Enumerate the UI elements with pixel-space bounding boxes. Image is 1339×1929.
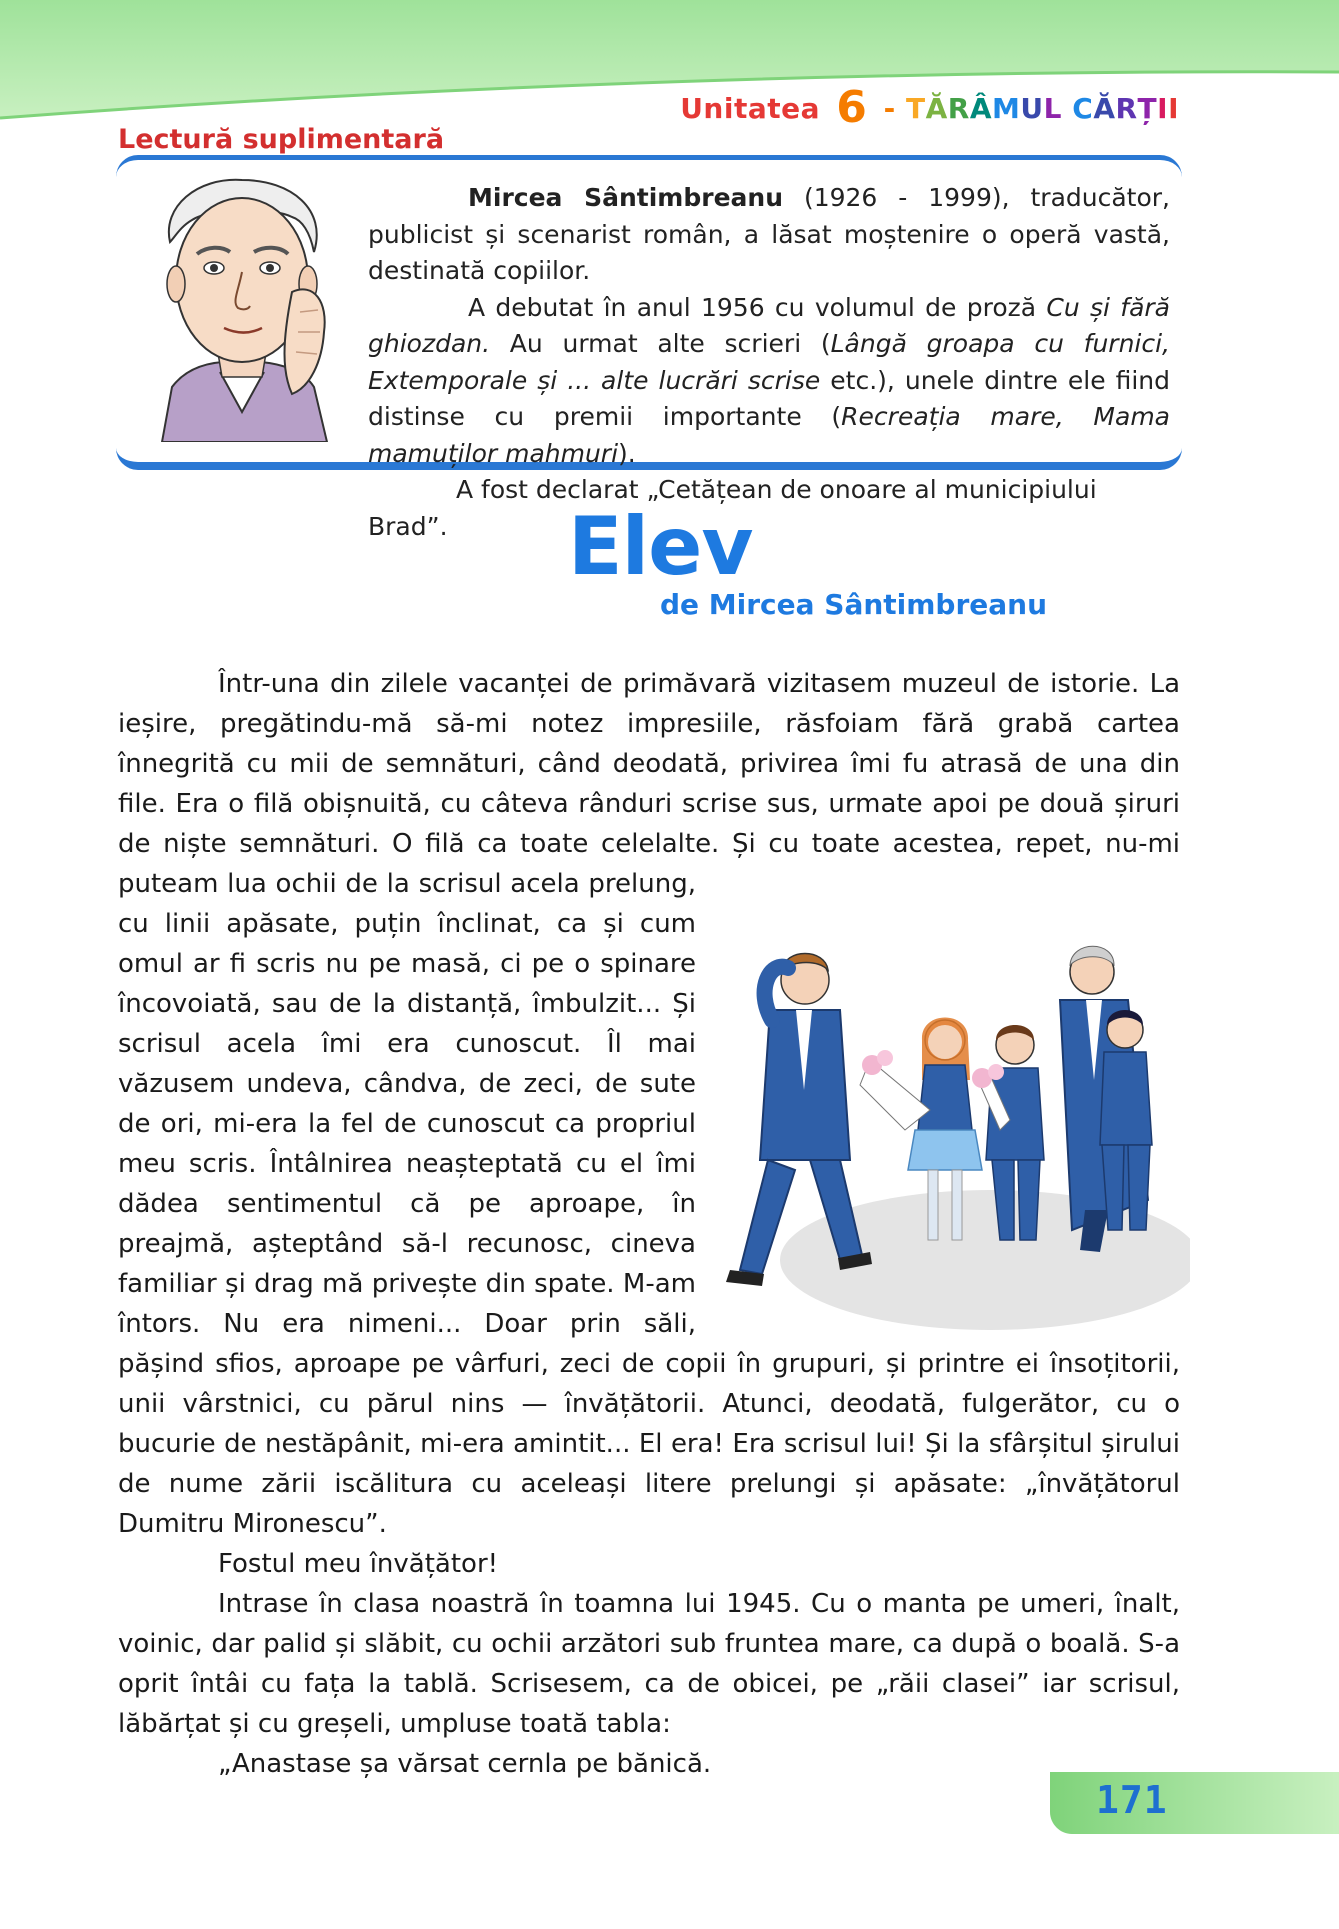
unit-title-letter: Â: [969, 92, 993, 125]
unit-title-letter: I: [1168, 92, 1179, 125]
section-label: Lectură suplimentară: [118, 124, 445, 155]
author-portrait: [142, 172, 342, 442]
story-paragraph-4: „Anastase șa vărsat cernla pe bănică.: [218, 1749, 712, 1779]
award-titles: Recreația mare, Mama mamuților mahmuri: [368, 402, 1170, 468]
story-title: Elev: [568, 500, 753, 593]
unit-dash: -: [883, 92, 896, 125]
bio-paragraph-1: Mircea Sântimbreanu (1926 - 1999), traducător, publicist și scenarist român, a lăsat moștenire o operă vastă, destinată copiilor.: [368, 183, 1171, 285]
story-paragraph-2: Fostul meu învățător!: [218, 1549, 499, 1579]
unit-title-letter: R: [1115, 92, 1138, 125]
unit-title-letter: U: [1020, 92, 1044, 125]
story-paragraph-3: Intrase în clasa noastră în toamna lui 1945. Cu o manta pe umeri, înalt, voinic, dar palid și slăbit, cu ochii arzători sub fruntea mare, ca după o boală. S-a oprit întâi cu fața la tablă. Scrisesem, ca de obicei, pe „răii clasei” iar scrisul, lăbărțat și cu greșeli, umpluse toată tabla:: [118, 1589, 1180, 1739]
unit-title-letter: C: [1072, 92, 1094, 125]
page-number-tab: [1050, 1772, 1339, 1834]
unit-title-letter: L: [1043, 92, 1062, 125]
author-bio-text: [368, 180, 1170, 545]
bio-paragraph-3: A fost declarat „Cetățean de onoare al municipiului Brad”.: [368, 475, 1097, 541]
unit-title-letter: I: [1157, 92, 1169, 125]
page-number: 171: [1096, 1778, 1168, 1822]
unit-title-letter: Ă: [925, 92, 948, 125]
author-name: Mircea Sântimbreanu: [468, 183, 784, 212]
story-paragraph-1-text: Într-una din zilele vacanței de primăvară vizitasem muzeul de istorie. La ieșire, pregătindu-mă să-mi notez impresiile, răsfoiam fără grabă cartea înnegrită cu mii de semnături, când deodată, privirea îmi fu atrasă de una din file. Era o filă obișnuită, cu câteva rânduri scrise sus, urmate apoi pe două șiruri de niște semnături. O filă ca toate celelalte. Și cu toate acestea, repet, nu-mi puteam lua ochii de la scrisul acela prelung, cu linii apăsate, puțin înclinat, ca și cum omul ar fi scris nu pe masă, ci pe o spinare încovoiată, sau de la distanță, îmbulzit... Și scrisul acela îmi era cunoscut. Îl mai văzusem undeva, cândva, de zeci, de sute de ori, mi-era la fel de cunoscut ca propriul meu scris. Întâlnirea neașteptată cu el îmi dădea sentimentul că pe aproape, în preajmă, așteptând să-l recunosc, cineva familiar și drag mă privește din spate. M-am întors. Nu era nimeni... Doar prin săli, pășind sfios, aproape pe vârfuri, zeci de copii în grupuri, și printre ei însoțitorii, unii vârstnici, cu părul nins — învățătorii. Atunci, deodată, fulgerător, cu o bucurie de nestăpânit, mi-era amintit... El era! Era scrisul lui! Și la sfârșitul șirului de nume zării iscălitura cu aceleași litere prelungi și apăsate: „învățătorul Dumitru Mironescu”.: [118, 669, 1180, 1539]
book-title: Cu și fără ghiozdan.: [368, 292, 1170, 358]
bio-paragraph-2: A debutat în anul 1956 cu volumul de proză Cu și fără ghiozdan. Au urmat alte scrieri (Lângă groapa cu furnici, Extemporale și ... alte lucrări scrise etc.), unele dintre ele fiind distinse cu premii importante (Recreația mare, Mama mamuților mahmuri).: [368, 292, 1170, 468]
unit-title-letter: Ă: [1093, 92, 1116, 125]
unit-word: Unitatea: [680, 92, 821, 125]
unit-title-letter: R: [947, 92, 970, 125]
unit-title-letter: T: [906, 92, 926, 125]
book-titles: Lângă groapa cu furnici, Extemporale și ... alte lucrări scrise: [368, 329, 1170, 395]
unit-header: [680, 82, 1179, 133]
story-author: de Mircea Sântimbreanu: [660, 588, 1048, 621]
unit-title-letter: Ț: [1137, 92, 1158, 125]
story-illustration: [700, 930, 1190, 1350]
unit-title-letter: M: [992, 92, 1021, 125]
unit-title-letter: [1062, 92, 1072, 125]
unit-number: 6: [836, 82, 868, 133]
unit-title: [906, 92, 1179, 125]
